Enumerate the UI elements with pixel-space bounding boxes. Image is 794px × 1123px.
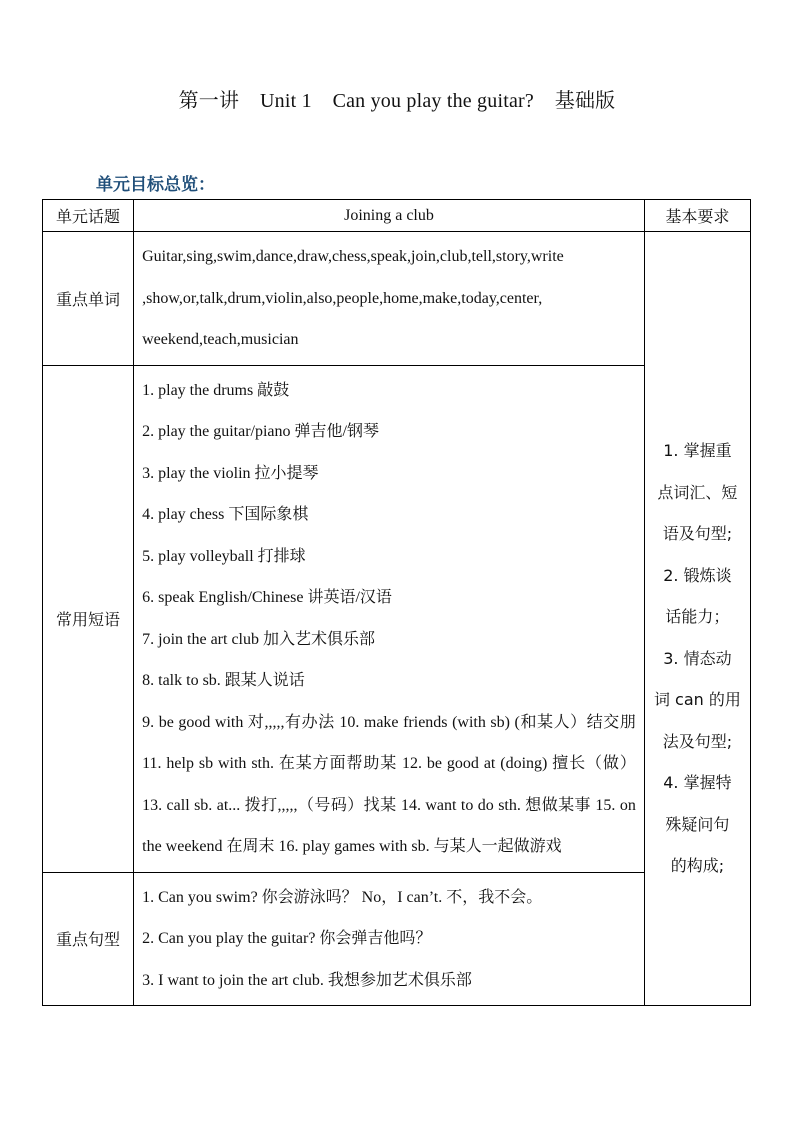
sentence-item: 2. Can you play the guitar? 你会弹吉他吗？ xyxy=(142,930,432,947)
section-heading: 单元目标总览： xyxy=(96,175,215,195)
words-cell xyxy=(134,232,645,366)
sentence-item: 1. Can you swim? 你会游泳吗？ No，I can’t. 不，我不会。 xyxy=(142,888,543,906)
sentences-row xyxy=(43,872,751,1006)
requirement-line: 2. 锻炼谈 xyxy=(663,565,732,585)
phrases-cell xyxy=(134,365,645,872)
phrase-paragraph: 9. be good with 对,,,,,有办法 10. make friends (with sb) (和某人）结交朋 11. help sb with sth. 在某方面帮助某 12. be good at (doing) 擅长（做） 13. call sb. at... 拨打,,,,,（号码）找某 14. want to do sth. 想做某事 15. on the weekend 在周末 16. play games with sb. 与某人一起做游戏 xyxy=(142,713,636,855)
requirement-line: 法及句型; xyxy=(662,731,733,751)
topic-value: Joining a club xyxy=(134,200,645,232)
requirement-line: 的构成; xyxy=(670,856,725,875)
words-row xyxy=(43,232,751,366)
topic-label: 单元话题 xyxy=(43,200,134,232)
requirements-label: 基本要求 xyxy=(644,200,750,232)
unit-overview-table xyxy=(42,199,751,1006)
phrase-item: 2. play the guitar/piano 弹吉他/钢琴 xyxy=(142,423,379,440)
words-label: 重点单词 xyxy=(43,232,134,366)
requirement-line: 1. 掌握重 xyxy=(663,441,732,460)
phrases-row xyxy=(43,365,751,872)
requirement-line: 词 can 的用 xyxy=(653,690,741,709)
requirements-cell xyxy=(644,232,750,1006)
phrase-item: 8. talk to sb. 跟某人说话 xyxy=(142,672,305,689)
words-line: ,show,or,talk,drum,violin,also,people,home,make,today,center, xyxy=(142,289,543,307)
phrase-item: 5. play volleyball 打排球 xyxy=(142,547,306,565)
sentences-cell xyxy=(134,872,645,1006)
sentences-label: 重点句型 xyxy=(43,872,134,1006)
sentence-item: 3. I want to join the art club. 我想参加艺术俱乐部 xyxy=(142,971,472,989)
requirement-line: 点词汇、短 xyxy=(657,482,738,502)
words-line: Guitar,sing,swim,dance,draw,chess,speak,join,club,tell,story,write xyxy=(142,248,564,265)
requirement-line: 话能力； xyxy=(665,607,730,626)
phrases-label: 常用短语 xyxy=(43,365,134,872)
requirement-line: 3. 情态动 xyxy=(663,648,732,668)
phrase-item: 6. speak English/Chinese 讲英语/汉语 xyxy=(142,589,392,606)
phrase-item: 4. play chess 下国际象棋 xyxy=(142,506,309,523)
document-title: 第一讲 Unit 1 Can you play the guitar? 基础版 xyxy=(178,90,616,112)
requirement-line: 语及句型; xyxy=(662,524,733,543)
phrase-item: 1. play the drums 敲鼓 xyxy=(142,381,290,399)
phrase-item: 7. join the art club 加入艺术俱乐部 xyxy=(142,630,375,648)
table-header-row xyxy=(43,200,751,232)
requirement-line: 4. 掌握特 xyxy=(663,773,732,792)
phrase-item: 3. play the violin 拉小提琴 xyxy=(142,464,319,482)
words-line: weekend,teach,musician xyxy=(142,331,299,348)
requirement-line: 殊疑问句 xyxy=(665,814,730,834)
